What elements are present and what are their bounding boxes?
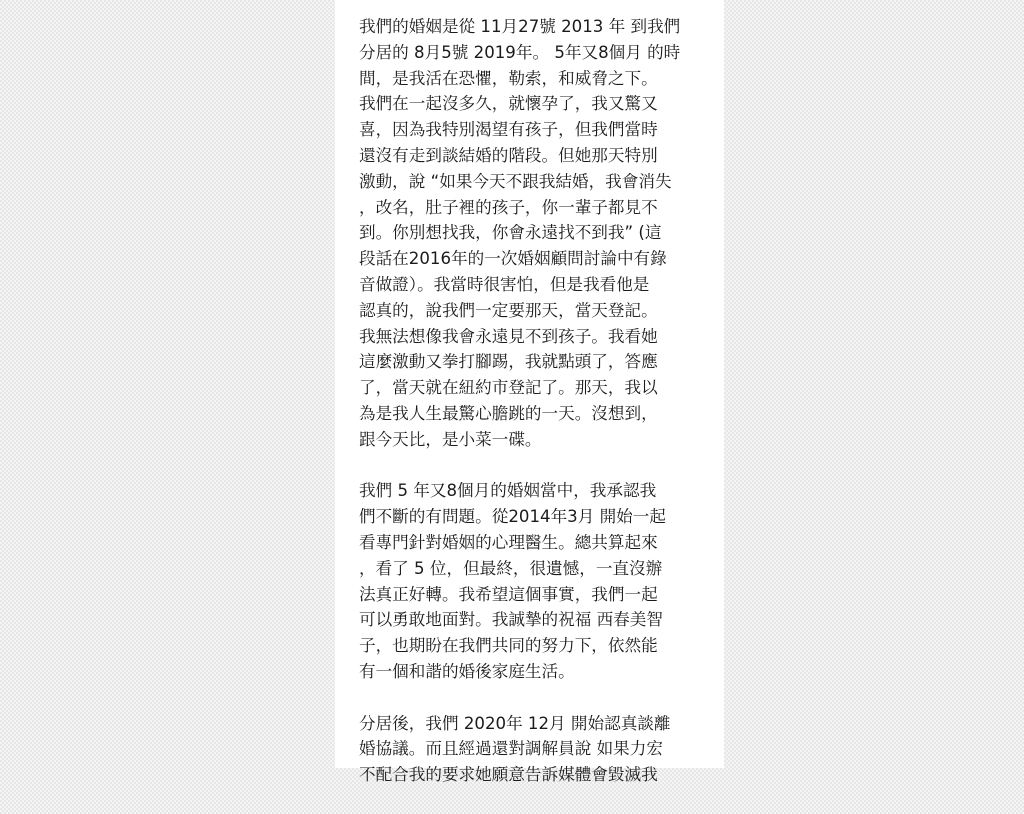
statement-text [359, 14, 700, 814]
text-line: 到。你別想找我，你會永遠找不到我” (這 [359, 223, 662, 243]
text-line: 婚協議。而且經過還對調解員說 如果力宏 [359, 739, 663, 759]
text-line: 了，當天就在紐約市登記了。那天，我以 [359, 378, 658, 398]
text-line: 還沒有走到談結婚的階段。但她那天特別 [359, 145, 658, 165]
text-line: 我們的婚姻是從 11月27號 2013 年 到我們 [359, 17, 681, 36]
text-line: 不配合我的要求她願意告訴媒體會毀滅我 [359, 765, 658, 785]
text-line: 我們在一起沒多久，就懷孕了，我又驚又 [359, 94, 658, 114]
text-line: 間，是我活在恐懼，勒索，和威脅之下。 [359, 68, 658, 88]
text-line: 們不斷的有問題。從2014年3月 開始一起 [359, 507, 666, 527]
text-line: 我無法想像我會永遠見不到孩子。我看她 [359, 326, 658, 346]
text-line: 段話在2016年的一次婚姻顧問討論中有錄 [359, 249, 667, 269]
text-line: 跟今天比，是小菜一碟。 [359, 429, 542, 449]
text-line: 激動，說 “如果今天不跟我結婚，我會消失 [359, 171, 672, 191]
document-page [335, 0, 724, 785]
text-line: 分居的 8月5號 2019年。 5年又8個月 的時 [359, 42, 681, 62]
text-line: 子，也期盼在我們共同的努力下，依然能 [359, 636, 658, 656]
text-line: 法真正好轉。我希望這個事實，我們一起 [359, 584, 658, 604]
text-line: 可以勇敢地面對。我誠摯的祝福 西春美智 [359, 610, 663, 630]
text-line: 喜，因為我特別渴望有孩子，但我們當時 [359, 120, 658, 140]
paragraph-separation [359, 711, 700, 788]
text-line: 分居後，我們 2020年 12月 開始認真談離 [359, 713, 671, 733]
text-line: ，改名，肚子裡的孩子，你一輩子都見不 [359, 197, 658, 217]
text-line: ，看了 5 位，但最終，很遺憾，一直沒辦 [359, 558, 663, 578]
paragraph-counseling [359, 478, 700, 684]
paragraph-marriage-history [359, 14, 700, 453]
text-line: 這麼激動又拳打腳踢，我就點頭了，答應 [359, 352, 658, 372]
text-line: 認真的，說我們一定要那天，當天登記。 [359, 300, 658, 320]
text-line: 有一個和諧的婚後家庭生活。 [359, 661, 575, 681]
text-line: 看專門針對婚姻的心理醫生。總共算起來 [359, 532, 658, 552]
text-line: 我們 5 年又8個月的婚姻當中，我承認我 [359, 481, 657, 501]
text-line: 音做證）。我當時很害怕，但是我看他是 [359, 274, 650, 294]
text-line: 為是我人生最驚心膽跳的一天。沒想到， [359, 403, 658, 423]
